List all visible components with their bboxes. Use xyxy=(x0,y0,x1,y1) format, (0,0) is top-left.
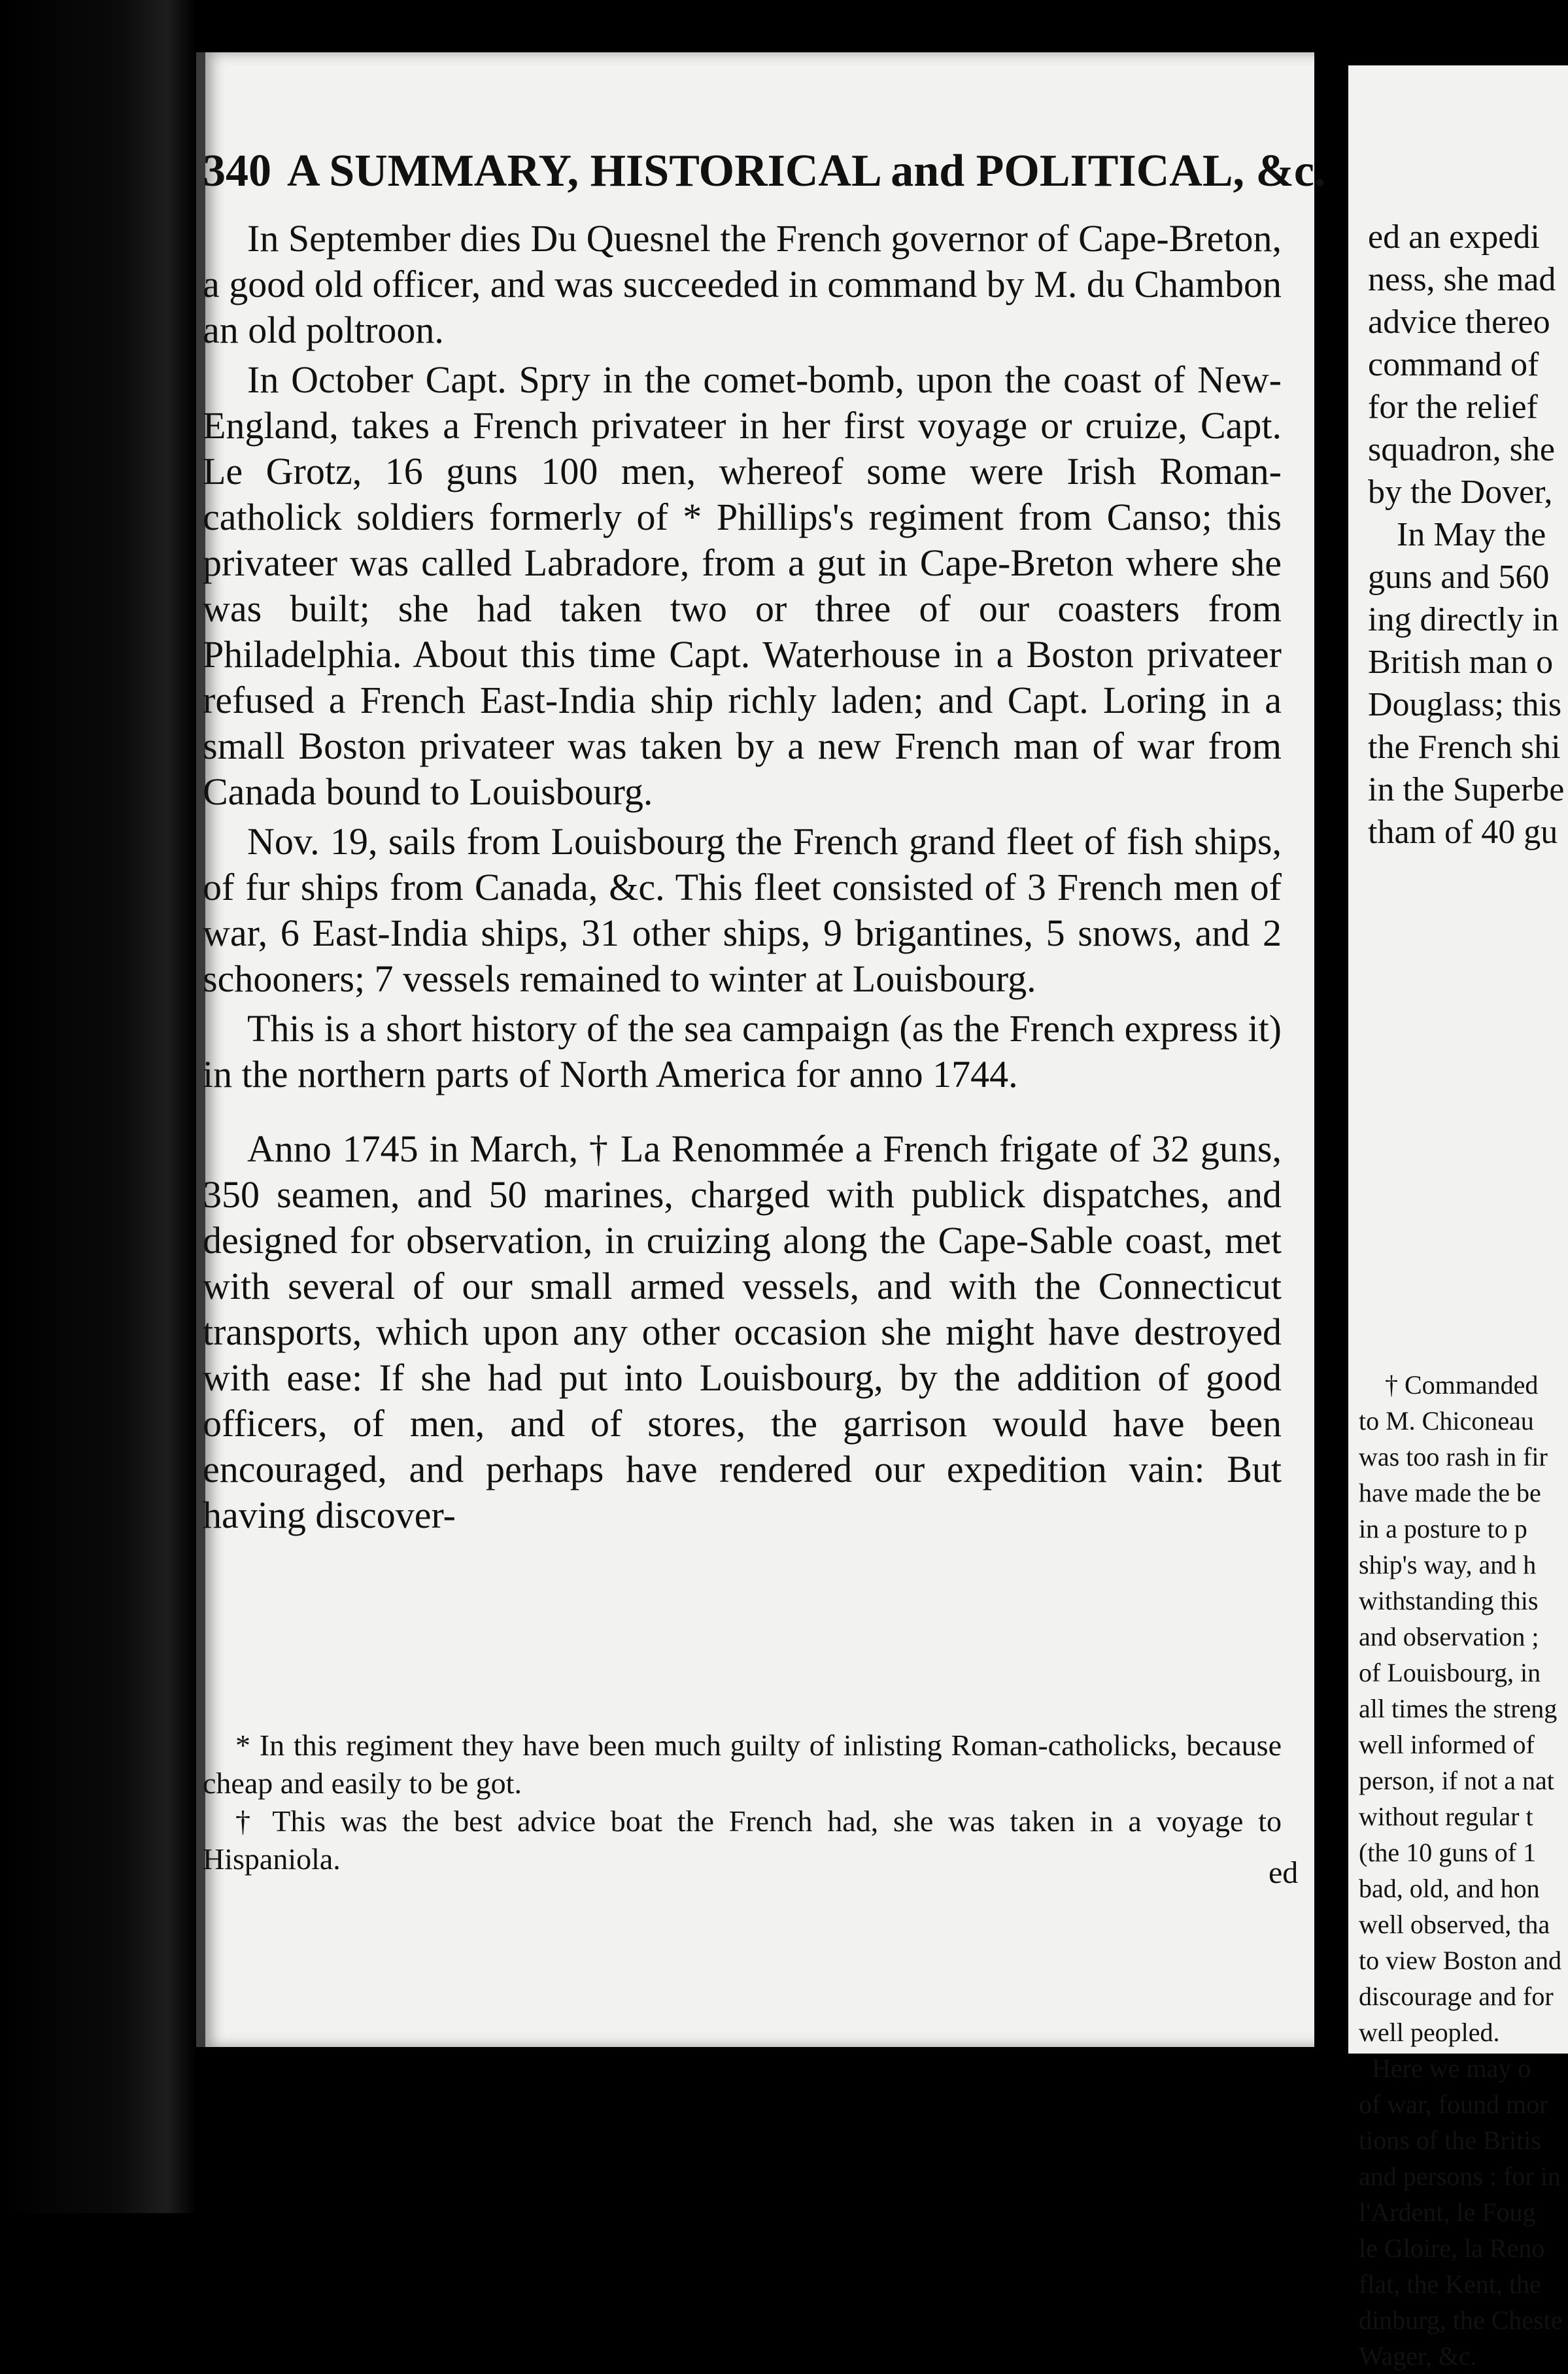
right-note-line: † Commanded xyxy=(1385,1370,1539,1400)
right-note-line: have made the be xyxy=(1359,1478,1541,1507)
page-number: 340 xyxy=(203,146,271,196)
right-note-line: all times the streng xyxy=(1359,1694,1558,1723)
running-head xyxy=(203,145,1326,224)
right-note-line: and observation ; xyxy=(1359,1622,1539,1651)
right-note-line: person, if not a nat xyxy=(1359,1766,1554,1795)
main-text xyxy=(203,216,1282,1542)
right-line: ness, she mad xyxy=(1368,261,1556,298)
right-note-line: well peopled. xyxy=(1359,2018,1500,2047)
book-spine xyxy=(0,0,196,2213)
right-line: guns and 560 xyxy=(1368,559,1550,596)
right-note-line: tions of the Britis xyxy=(1359,2125,1541,2155)
right-note-line: withstanding this xyxy=(1359,1586,1539,1615)
right-note-line: dinburg, the Cheste xyxy=(1359,2305,1563,2335)
right-line: squadron, she xyxy=(1368,431,1555,468)
right-note-line: (the 10 guns of 1 xyxy=(1359,1838,1537,1867)
right-note-line: discourage and for xyxy=(1359,1982,1554,2011)
right-note-line: to M. Chiconeau xyxy=(1359,1406,1534,1436)
catchword: ed xyxy=(1269,1855,1299,1890)
page-gutter xyxy=(1314,39,1348,2099)
right-line: British man o xyxy=(1368,644,1554,681)
right-line: in the Superbe xyxy=(1368,771,1565,808)
right-note-line: flat, the Kent, the xyxy=(1359,2269,1541,2299)
right-line: for the relief xyxy=(1368,388,1538,426)
right-note-line: of Louisbourg, in xyxy=(1359,1658,1541,1687)
right-line: ing directly in xyxy=(1368,601,1559,638)
right-line: tham of 40 gu xyxy=(1368,814,1558,851)
right-note-line: well informed of xyxy=(1359,1730,1535,1759)
right-line: advice thereo xyxy=(1368,303,1550,341)
footnote-2: † This was the best advice boat the French had, she was taken in a voyage to Hispaniola. xyxy=(203,1804,1282,1876)
paragraph-2: In October Capt. Spry in the comet-bomb, upon the coast of New-England, takes a French privateer in her first voyage or cruize, Capt. Le Grotz, 16 guns 100 men, whereof some were Irish Roman-catholick soldiers formerly of * Phillips's regiment from Canso; this privateer was called Labradore, from a gut in Cape-Breton where she was built; she had taken two or three of our coasters from Philadelphia. About this time Capt. Waterhouse in a Boston privateer refused a French East-India ship richly laden; and Capt. Loring in a small Boston privateer was taken by a new French man of war from Canada bound to Louisbourg. xyxy=(203,358,1282,813)
right-note-line: well observed, tha xyxy=(1359,1910,1550,1939)
right-note-line: l'Ardent, le Foug xyxy=(1359,2197,1536,2227)
right-line: the French shi xyxy=(1368,729,1561,766)
right-note-line: Here we may o xyxy=(1372,2054,1531,2083)
right-line: ed an expedi xyxy=(1368,218,1540,256)
right-page-text xyxy=(1368,216,1568,853)
right-note-line: to view Boston and xyxy=(1359,1946,1561,1975)
footnotes xyxy=(203,1727,1282,1878)
right-note-line: was too rash in fir xyxy=(1359,1442,1548,1471)
right-line: Douglass; this xyxy=(1368,686,1562,723)
right-note-line: le Gloire, la Reno xyxy=(1359,2233,1545,2263)
right-line: command of xyxy=(1368,346,1539,383)
right-note-line: without regular t xyxy=(1359,1802,1533,1831)
footnote-1: * In this regiment they have been much guilty of inlisting Roman-catholicks, because cheap and easily to be got. xyxy=(203,1729,1282,1800)
right-note-line: of war, found mor xyxy=(1359,2090,1548,2119)
right-note-line: in a posture to p xyxy=(1359,1514,1527,1543)
right-note-line: bad, old, and hon xyxy=(1359,1874,1540,1903)
running-head-title: A SUMMARY, HISTORICAL and POLITICAL, &c. xyxy=(287,146,1326,196)
paragraph-3: Nov. 19, sails from Louisbourg the French grand fleet of fish ships, of fur ships from Canada, &c. This fleet consisted of 3 French men of war, 6 East-India ships, 31 other ships, 9 brigantines, 5 snows, and 2 schooners; 7 vessels remained to winter at Louisbourg. xyxy=(203,820,1282,1000)
paragraph-1: In September dies Du Quesnel the French governor of Cape-Breton, a good old officer, and was succeeded in command by M. du Chambon an old poltroon. xyxy=(203,217,1282,351)
right-note-line: and persons : for in xyxy=(1359,2161,1561,2191)
right-line: by the Dover, xyxy=(1368,473,1553,511)
right-note-line: ship's way, and h xyxy=(1359,1550,1537,1579)
right-line: In May the xyxy=(1397,516,1546,553)
paragraph-5: Anno 1745 in March, † La Renommée a French frigate of 32 guns, 350 seamen, and 50 marines, charged with publick dispatches, and designed for observation, in cruizing along the Cape-Sable coast, met with several of our small armed vessels, and with the Connecticut transports, which upon any other occasion she might have destroyed with ease: If she had put into Louisbourg, by the addition of good officers, of men, and of stores, the garrison would have been encouraged, and perhaps have rendered our expedition vain: But having discover- xyxy=(203,1127,1282,1536)
right-note-line: Wager, &c. xyxy=(1359,2341,1477,2371)
right-page-notes xyxy=(1359,1367,1568,2374)
paragraph-4: This is a short history of the sea campaign (as the French express it) in the northern parts of North America for anno 1744. xyxy=(203,1007,1282,1095)
